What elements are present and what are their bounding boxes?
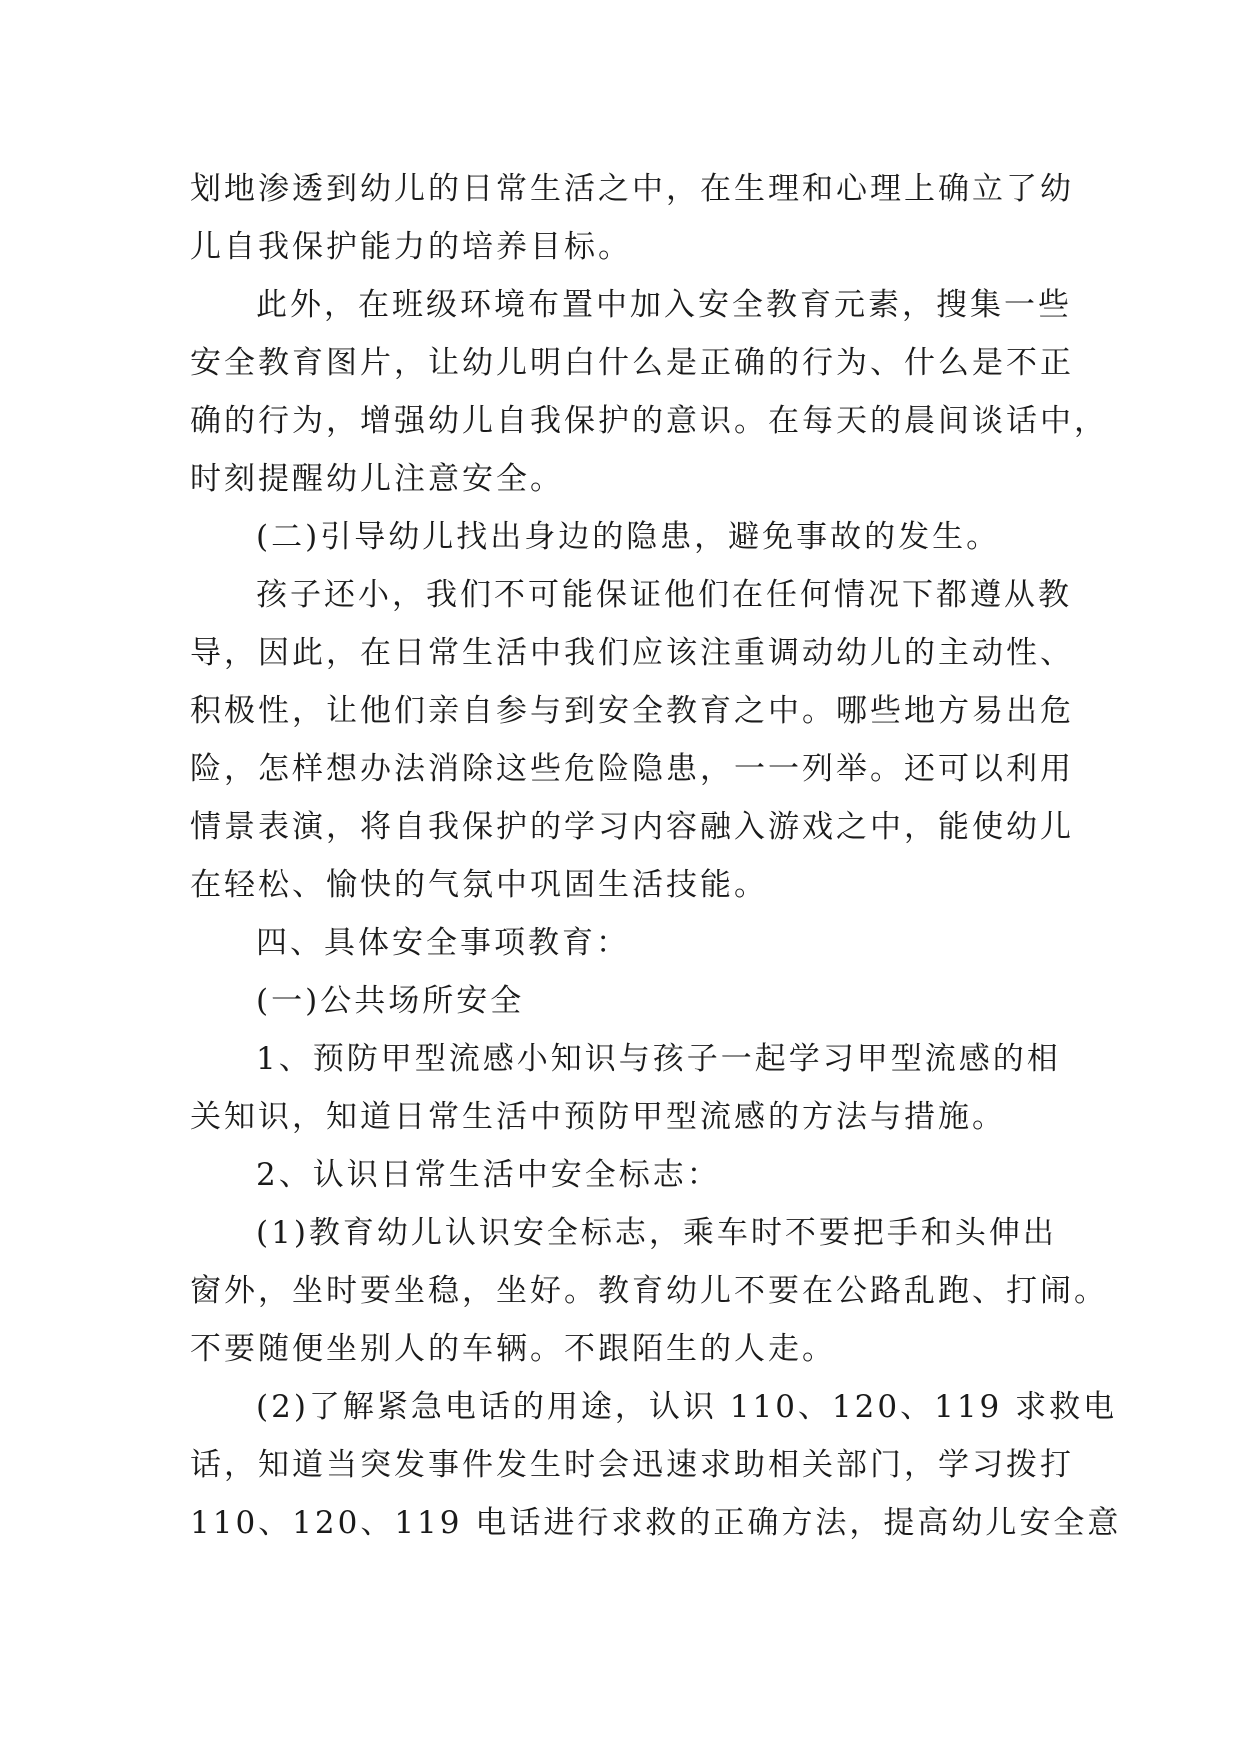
text-line: (1)教育幼儿认识安全标志，乘车时不要把手和头伸出 — [256, 1215, 1057, 1251]
text-line: 2、认识日常生活中安全标志： — [256, 1157, 721, 1193]
text-line: 不要随便坐别人的车辆。不跟陌生的人走。 — [190, 1331, 836, 1367]
text-line: (一)公共场所安全 — [256, 983, 525, 1019]
text-line: 话，知道当突发事件发生时会迅速求助相关部门，学习拨打 — [190, 1447, 1074, 1483]
text-line: (二)引导幼儿找出身边的隐患，避免事故的发生。 — [256, 519, 1001, 555]
text-line: 确的行为，增强幼儿自我保护的意识。在每天的晨间谈话中， — [190, 403, 1108, 439]
text-line: 儿自我保护能力的培养目标。 — [190, 229, 632, 265]
text-line: (2)了解紧急电话的用途，认识 110、120、119 求救电 — [256, 1389, 1118, 1425]
text-line: 窗外，坐时要坐稳，坐好。教育幼儿不要在公路乱跑、打闹。 — [190, 1273, 1108, 1309]
text-line: 110、120、119 电话进行求救的正确方法，提高幼儿安全意 — [190, 1505, 1122, 1541]
text-line: 安全教育图片，让幼儿明白什么是正确的行为、什么是不正 — [190, 345, 1074, 381]
text-line: 划地渗透到幼儿的日常生活之中，在生理和心理上确立了幼 — [190, 171, 1074, 207]
text-line: 在轻松、愉快的气氛中巩固生活技能。 — [190, 867, 768, 903]
text-line: 情景表演，将自我保护的学习内容融入游戏之中，能使幼儿 — [190, 809, 1074, 845]
text-line: 时刻提醒幼儿注意安全。 — [190, 461, 564, 497]
document-body — [190, 160, 1122, 1552]
text-line: 导，因此，在日常生活中我们应该注重调动幼儿的主动性、 — [190, 635, 1074, 671]
text-line: 险，怎样想办法消除这些危险隐患，一一列举。还可以利用 — [190, 751, 1074, 787]
text-line: 此外，在班级环境布置中加入安全教育元素，搜集一些 — [256, 287, 1072, 323]
text-line: 1、预防甲型流感小知识与孩子一起学习甲型流感的相 — [256, 1041, 1061, 1077]
text-line: 关知识，知道日常生活中预防甲型流感的方法与措施。 — [190, 1099, 1006, 1135]
text-line: 四、具体安全事项教育： — [256, 925, 630, 961]
text-line: 孩子还小，我们不可能保证他们在任何情况下都遵从教 — [256, 577, 1072, 613]
text-line: 积极性，让他们亲自参与到安全教育之中。哪些地方易出危 — [190, 693, 1074, 729]
